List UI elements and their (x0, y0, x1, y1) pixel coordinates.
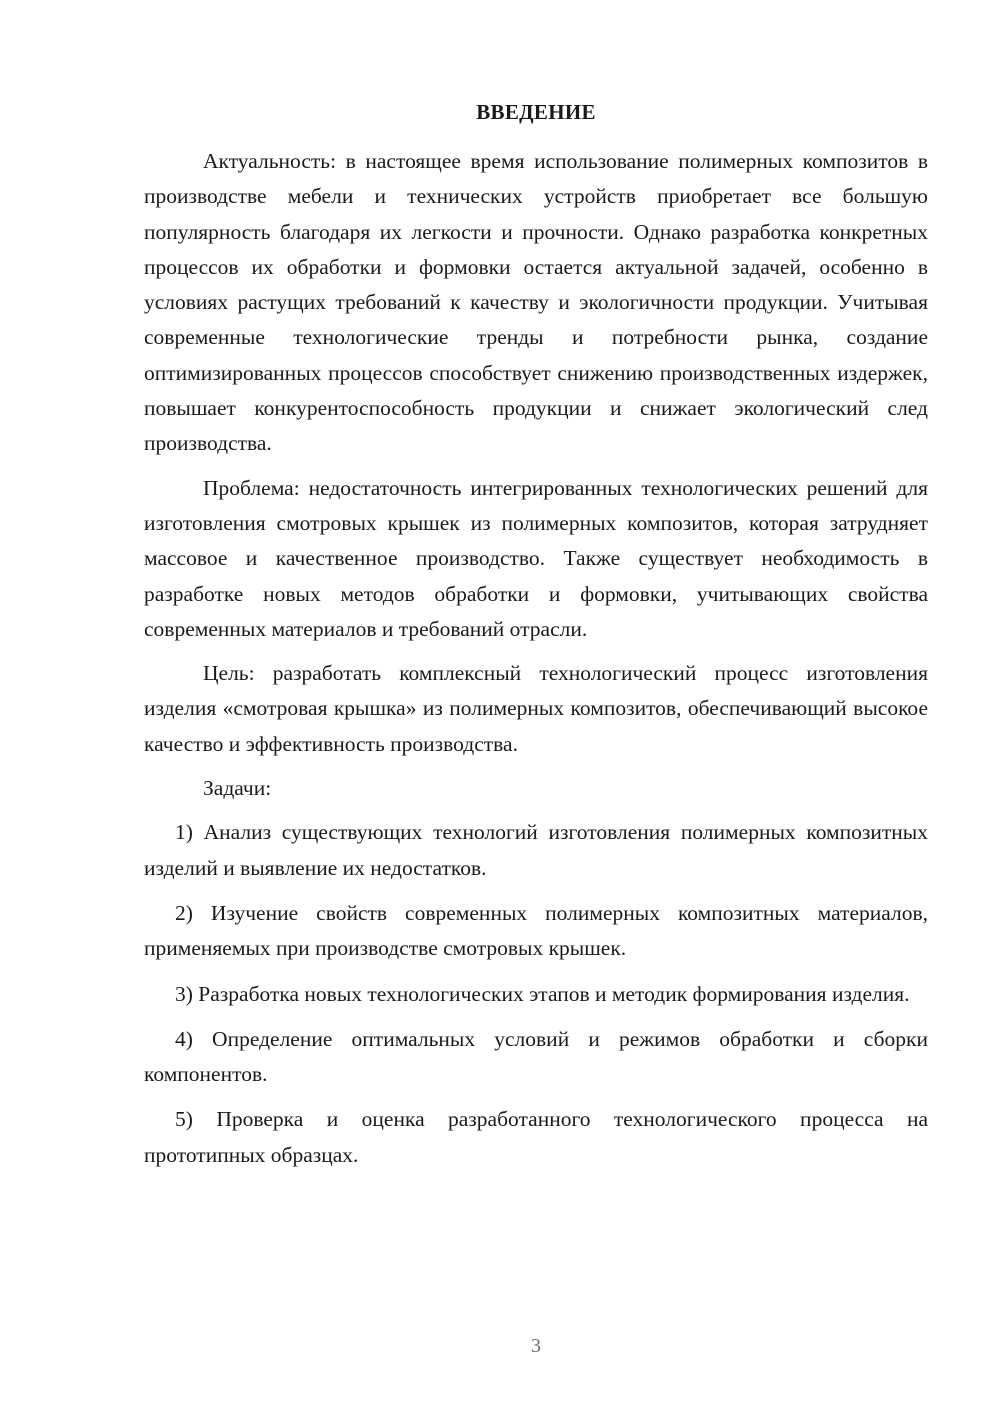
task-item-3: 3) Разработка новых технологических этапов и методик формирования изделия. (175, 981, 910, 1006)
task-item-2: 2) Изучение свойств современных полимерных композитных материалов, применяемых при производстве смотровых крышек. (144, 900, 928, 961)
tasks-label: Задачи: (203, 776, 272, 801)
page-number: 3 (531, 1335, 541, 1357)
document-body (144, 144, 928, 1173)
problem-paragraph: Проблема: недостаточность интегрированных технологических решений для изготовления смотровых крышек из полимерных композитов, которая затрудняет массовое и качественное производство. Также существует необходимость в разработке новых методов обработки и формовки, учитывающих свойства современных материалов и требований отрасли. (144, 475, 928, 641)
page-title: ВВЕДЕНИЕ (476, 100, 596, 124)
relevance-paragraph: Актуальность: в настоящее время использование полимерных композитов в производстве мебели и технических устройств приобретает все большую популярность благодаря их легкости и прочности. Однако разработка конкретных процессов их обработки и формовки остается актуальной задачей, особенно в условиях растущих требований к качеству и экологичности продукции. Учитывая современные технологические тренды и потребности рынка, создание оптимизированных процессов способствует снижению производственных издержек, повышает конкурентоспособность продукции и снижает экологический след производства. (144, 149, 928, 456)
task-item-4: 4) Определение оптимальных условий и режимов обработки и сборки компонентов. (144, 1026, 928, 1087)
task-item-1: 1) Анализ существующих технологий изготовления полимерных композитных изделий и выявление их недостатков. (144, 820, 928, 880)
task-item-5: 5) Проверка и оценка разработанного технологического процесса на прототипных образцах. (144, 1107, 928, 1167)
goal-paragraph: Цель: разработать комплексный технологический процесс изготовления изделия «смотровая крышка» из полимерных композитов, обеспечивающий высокое качество и эффективность производства. (144, 661, 928, 756)
